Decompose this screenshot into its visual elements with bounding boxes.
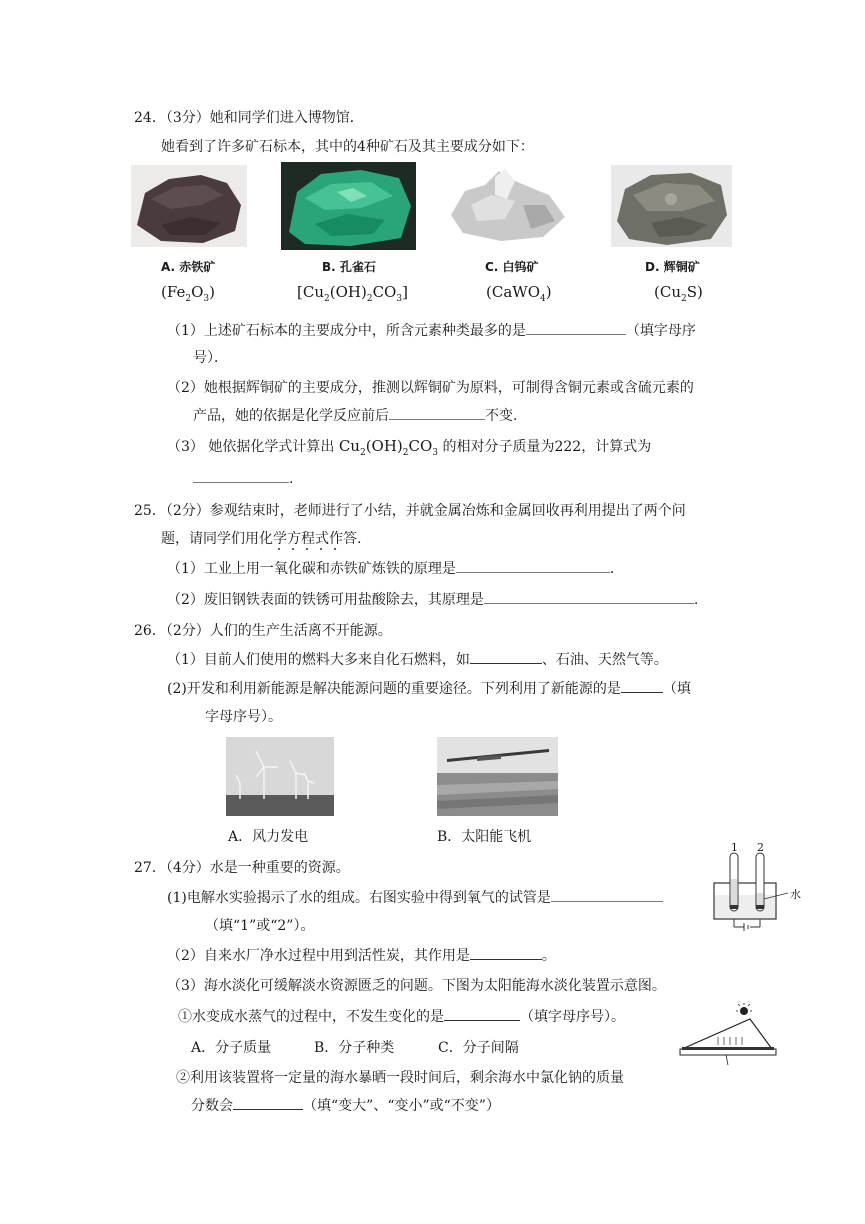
option-a-wind-power: A．风力发电	[228, 829, 309, 845]
q24-part2: （2）她根据辉铜矿的主要成分，推测以辉铜矿为原料，可制得含铜元素或含硫元素的	[167, 380, 694, 396]
q27-answer-4[interactable]	[233, 1095, 303, 1110]
solar-desalination-diagram	[678, 1003, 780, 1071]
q27-part1-cont: （填“1”或“2”）。	[205, 918, 315, 934]
emphasis-dot	[320, 548, 322, 550]
q24-heading: 24．（3分）她和同学们进入博物馆．	[134, 110, 364, 126]
q27-sub2-cont: 分数会 （填“变大”、“变小”或“不变”）	[191, 1095, 500, 1115]
q25-part1: （1）工业上用一氧化碳和赤铁矿炼铁的原理是 .	[167, 558, 614, 578]
q24-part3: （3） 她依据化学式计算出 $Cu_2(OH)_2CO_3$ 的相对分子质量为222，计算式为	[167, 437, 652, 458]
ore-formula-b: $[Cu_2(OH)_2CO_3]$	[297, 283, 408, 304]
q26-answer-1[interactable]	[470, 649, 542, 664]
q26-part2-cont: 字母序号）。	[205, 709, 282, 725]
q27-heading: 27．（4分）水是一种重要的资源。	[134, 860, 350, 876]
q24-answer-1[interactable]	[526, 320, 626, 335]
option-b-solar-plane: B．太阳能飞机	[437, 829, 532, 845]
ore-label-a: A. 赤铁矿	[161, 260, 216, 274]
ore-label-d: D. 辉铜矿	[645, 260, 700, 274]
q27-answer-2[interactable]	[470, 945, 542, 960]
emphasis-dot	[292, 548, 294, 550]
q24-answer-3[interactable]	[193, 468, 289, 483]
q24-part3-cont: .	[193, 468, 293, 487]
q27-answer-3[interactable]	[444, 1006, 520, 1021]
ore-formula-c: (CaWO$_4$)	[486, 283, 552, 304]
q24-part2-cont: 产品，她的依据是化学反应前后 不变.	[193, 405, 517, 425]
scheelite-photo	[445, 165, 571, 245]
ore-label-b: B. 孔雀石	[322, 260, 376, 274]
tube-2-label: 2	[757, 843, 764, 854]
tube-1-label: 1	[731, 843, 738, 854]
ore-formula-d: $(Cu_2S)$	[654, 283, 703, 304]
q27-part1: (1)电解水实验揭示了水的组成。右图实验中得到氧气的试管是	[167, 887, 663, 907]
q27-part2: （2）自来水厂净水过程中用到活性炭，其作用是 。	[167, 945, 556, 965]
emphasis-dot	[306, 548, 308, 550]
q25-heading: 25．（2分）参观结束时，老师进行了小结，并就金属冶炼和金属回收再利用提出了两个问	[134, 503, 686, 519]
solar-plane-photo	[437, 737, 558, 816]
q25-part2: （2）废旧钢铁表面的铁锈可用盐酸除去，其原理是 .	[167, 589, 698, 609]
q24-part1: （1）上述矿石标本的主要成分中，所含元素种类最多的是 （填字母序	[167, 320, 696, 340]
q25-answer-1[interactable]	[456, 558, 610, 573]
q26-part2: (2)开发和利用新能源是解决能源问题的重要途径。下列利用了新能源的是 （填	[167, 678, 691, 698]
hematite-photo	[131, 165, 247, 247]
q24-intro: 她看到了许多矿石标本，其中的4种矿石及其主要成分如下：	[161, 139, 534, 155]
q27-option-b: B．分子种类	[314, 1040, 395, 1056]
q26-heading: 26．（2分）人们的生产生活离不开能源。	[134, 623, 392, 639]
ore-formula-a: $(Fe_2O_3)$	[161, 283, 215, 304]
q25-answer-2[interactable]	[484, 589, 694, 604]
q27-answer-1[interactable]	[551, 887, 663, 902]
emphasis-dot	[278, 548, 280, 550]
q27-sub1: ①水变成水蒸气的过程中，不发生变化的是 （填字母序号）。	[178, 1006, 625, 1026]
q25-line2: 题，请同学们用化学方程式作答.	[161, 531, 362, 547]
emphasis-dot	[334, 548, 336, 550]
q26-answer-2[interactable]	[621, 678, 663, 693]
chalcocite-photo	[611, 165, 732, 247]
electrolysis-diagram	[710, 843, 810, 933]
water-label: 水	[790, 888, 801, 901]
q27-option-a: A．分子质量	[191, 1040, 272, 1056]
q26-part1: （1）目前人们使用的燃料大多来自化石燃料，如 、石油、天然气等。	[167, 649, 668, 669]
malachite-photo	[281, 162, 416, 250]
q24-part1-cont: 号）．	[193, 350, 228, 366]
ore-label-c: C. 白钨矿	[485, 260, 539, 274]
q27-part3: （3）海水淡化可缓解淡水资源匮乏的问题。下图为太阳能海水淡化装置示意图。	[167, 978, 666, 994]
wind-power-photo	[226, 737, 334, 816]
q27-sub2: ②利用该装置将一定量的海水暴晒一段时间后，剩余海水中氯化钠的质量	[176, 1070, 624, 1086]
q27-option-c: C．分子间隔	[438, 1040, 519, 1056]
q24-answer-2[interactable]	[389, 405, 485, 420]
